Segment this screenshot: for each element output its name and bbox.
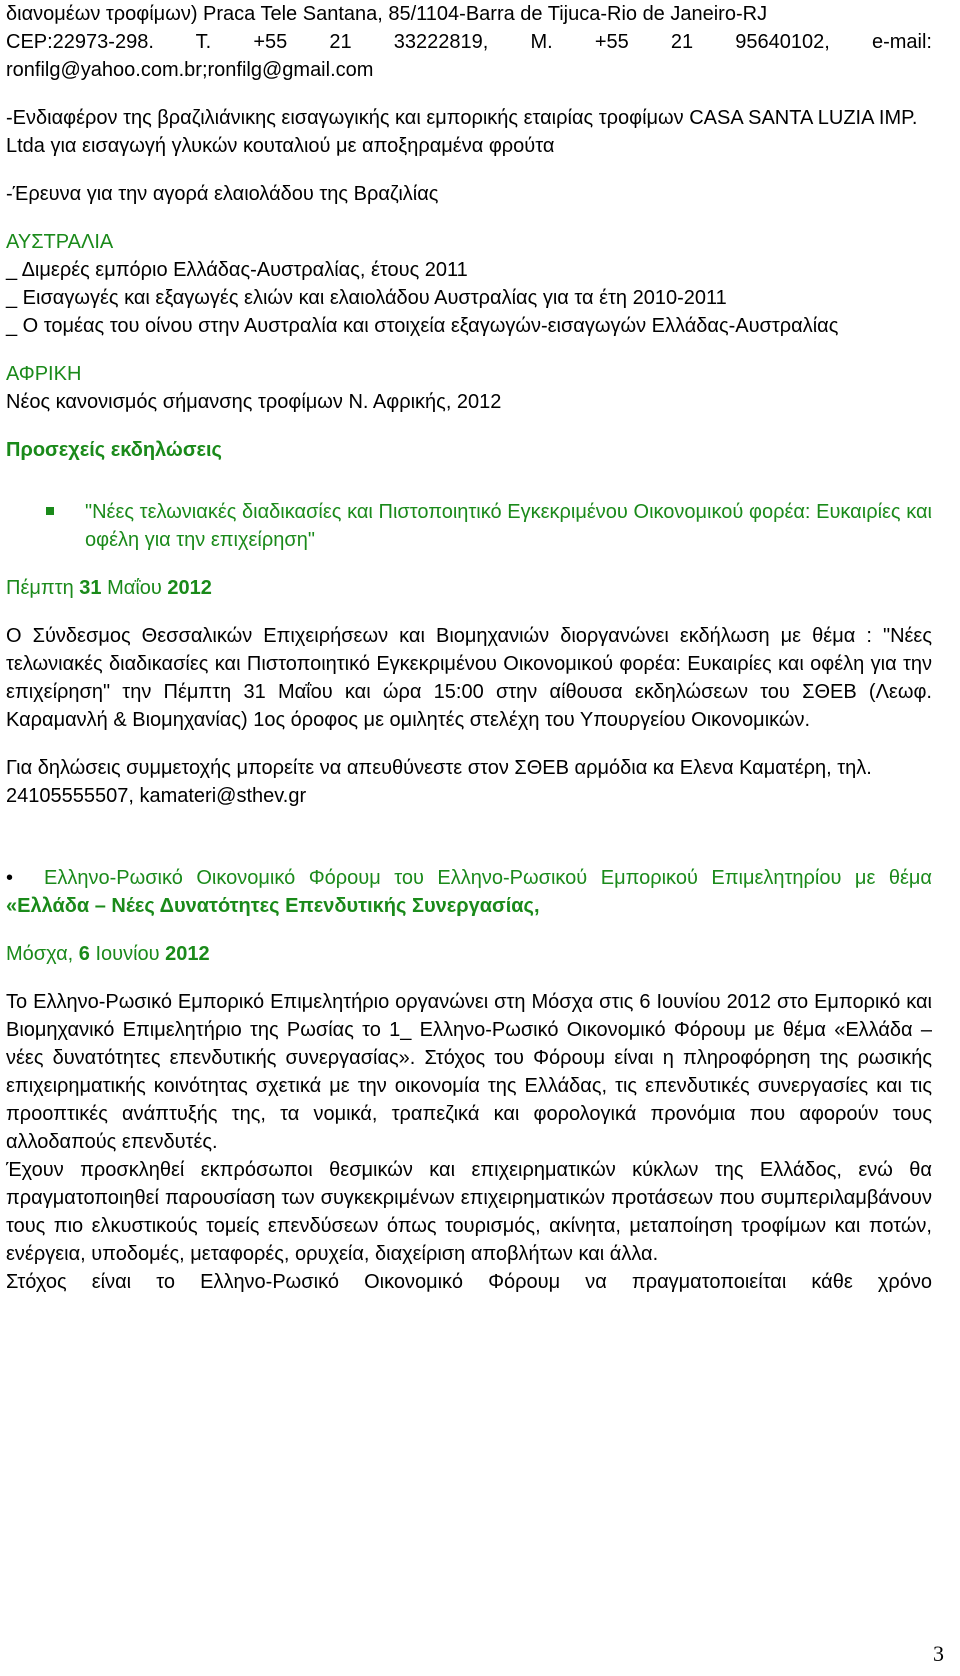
event1-date (6, 574, 932, 602)
item-olive-oil-research: -Έρευνα για την αγορά ελαιολάδου της Βραζιλίας (6, 183, 439, 205)
australia-item: _ Διμερές εμπόριο Ελλάδας-Αυστραλίας, έτους 2011 (6, 259, 468, 281)
event1-date-prefix: Πέμπτη (6, 577, 74, 599)
australia-item: _ Εισαγωγές και εξαγωγές ελιών και ελαιολάδου Αυστραλίας για τα έτη 2010-2011 (6, 287, 727, 309)
event2-date-year: 2012 (165, 943, 210, 965)
document-page (6, 0, 932, 1296)
event2-title-part1: Ελληνο-Ρωσικό Οικονομικό Φόρουμ του Ελληνο-Ρωσικού Εμπορικού Επιμελητηρίου με θέμα (44, 867, 932, 889)
event1-title-item (6, 498, 932, 554)
event2-title-part2: «Ελλάδα – Νέες Δυνατότητες Επενδυτικής Συνεργασίας, (6, 895, 540, 917)
event1-body: Ο Σύνδεσμος Θεσσαλικών Επιχειρήσεων και Βιομηχανιών διοργανώνει εκδήλωση με θέμα : "Νέες τελωνιακές διαδικασίες και Πιστοποιητικό Εγκεκριμένου Οικονομικού φορέα: Ευκαιρίες και οφέλη για την επιχείρηση" την Πέμπτη 31 Μαΐου και ώρα 15:00 στην αίθουσα εκδηλώσεων του ΣΘΕΒ (Λεωφ. Καραμανλή & Βιομηχανίας) 1ος όροφος με ομιλητές στελέχη του Υπουργείου Οικονομικών. (6, 625, 932, 731)
event1-date-day: 31 (79, 577, 102, 599)
event2-paragraph: Το Ελληνο-Ρωσικό Εμπορικό Επιμελητήριο οργανώνει στη Μόσχα στις 6 Ιουνίου 2012 στο Εμπορικό και Βιομηχανικό Επιμελητήριο της Ρωσίας το 1_ Ελληνο-Ρωσικό Οικονομικό Φόρουμ με θέμα «Ελλάδα – νέες δυνατότητες επενδυτικής συνεργασίας». Στόχος του Φόρουμ είναι η πληροφόρηση της ρωσικής επιχειρηματικής κοινότητας σχετικά με την οικονομία της Ελλάδας, τις επενδυτικές συνεργασίες και τις προοπτικές ανάπτυξής της, τα νομικά, τραπεζικά και φορολογικά προνόμια που αφορούν τους αλλοδαπούς επενδυτές. (6, 991, 932, 1153)
event2-title (6, 864, 932, 920)
event2-place: Μόσχα, (6, 943, 74, 965)
events-heading: Προσεχείς εκδηλώσεις (6, 439, 222, 461)
event2-paragraph: Έχουν προσκληθεί εκπρόσωποι θεσμικών και επιχειρηματικών κύκλων της Ελλάδος, ενώ θα πραγματοποιηθεί παρουσίαση των συγκεκριμένων επιχειρηματικών προτάσεων που συμπεριλαμβάνουν τους πιο ελκυστικούς τομείς επενδύσεων όπως τουρισμός, ακίνητα, μεταποίηση τροφίμων και ποτών, ενέργεια, υποδομές, μεταφορές, ορυχεία, διαχείριση αποβλήτων και άλλα. (6, 1159, 932, 1265)
event2-date (6, 940, 932, 968)
intro-contact-line: CEP:22973-298. T. +55 21 33222819, M. +55 21 95640102, e-mail: ronfilg@yahoo.com.br;ronfilg@gmail.com (6, 31, 932, 81)
event1-date-year: 2012 (167, 577, 212, 599)
intro-address-line: διανομέων τροφίμων) Praca Tele Santana, 85/1104-Barra de Tijuca-Rio de Janeiro-RJ (6, 3, 768, 25)
square-bullet-icon (46, 507, 54, 515)
page-number: 3 (933, 1641, 944, 1666)
africa-heading: ΑΦΡΙΚΗ (6, 363, 82, 385)
event1-title: "Νέες τελωνιακές διαδικασίες και Πιστοποιητικό Εγκεκριμένου Οικονομικού φορέα: Ευκαιρίες και οφέλη για την επιχείρηση" (85, 501, 932, 551)
event2-paragraph: Στόχος είναι το Ελληνο-Ρωσικό Οικονομικό Φόρουμ να πραγματοποιείται κάθε χρόνο (6, 1271, 932, 1293)
australia-item: _ Ο τομέας του οίνου στην Αυστραλία και στοιχεία εξαγωγών-εισαγωγών Ελλάδας-Αυστραλίας (6, 315, 839, 337)
item-casa-santa-luzia: -Ενδιαφέρον της βραζιλιάνικης εισαγωγικής και εμπορικής εταιρίας τροφίμων CASA SANTA LUZIA IMP. Ltda για εισαγωγή γλυκών κουταλιού με αποξηραμένα φρούτα (6, 107, 918, 157)
australia-heading: ΑΥΣΤΡΑΛΙΑ (6, 231, 114, 253)
event2-date-month: Ιουνίου (95, 943, 160, 965)
event1-date-month: Μαΐου (107, 577, 162, 599)
event2-bullet: • (6, 867, 14, 889)
africa-item: Νέος κανονισμός σήμανσης τροφίμων Ν. Αφρικής, 2012 (6, 391, 502, 413)
event1-contact: Για δηλώσεις συμμετοχής μπορείτε να απευθύνεστε στον ΣΘΕΒ αρμόδια κα Ελενα Καματέρη, τηλ. 24105555507, kamateri@sthev.gr (6, 757, 872, 807)
event2-date-day: 6 (78, 943, 90, 965)
